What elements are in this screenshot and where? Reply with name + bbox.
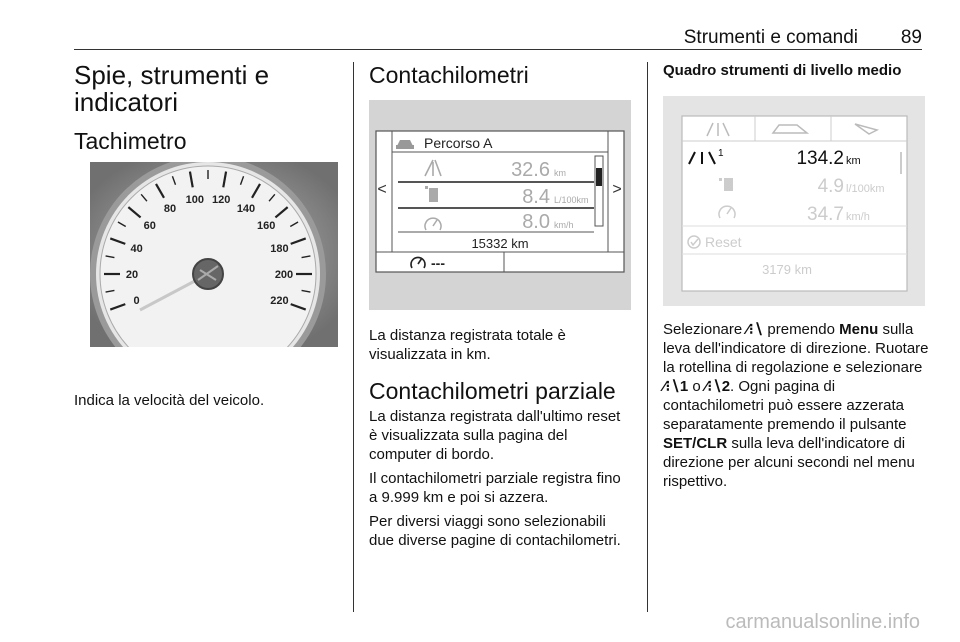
speedometer-label: 100	[185, 194, 204, 207]
column-1	[74, 62, 339, 155]
speedometer-caption: Indica la velocità del veicolo.	[74, 392, 265, 409]
row-value: 8.0	[522, 211, 550, 233]
speedometer-label: 80	[163, 203, 177, 216]
svg-text:<: <	[377, 181, 387, 198]
watermark: carmanualsonline.info	[725, 611, 920, 633]
paragraph: La distanza registrata totale è visualizzata in km.	[369, 327, 566, 363]
row-value: 34.7	[807, 204, 844, 225]
row-value: 4.9	[817, 176, 844, 197]
odometer-heading: Contachilometri	[369, 62, 529, 88]
row-value: 134.2	[796, 148, 844, 169]
speedometer-label: 200	[274, 269, 294, 281]
column-divider	[647, 62, 648, 612]
column-2	[369, 62, 631, 89]
row-unit: l/100km	[846, 183, 885, 195]
set-clr-label: SET/CLR	[663, 435, 728, 452]
speedometer-label: 220	[270, 294, 289, 307]
speedometer-figure	[90, 162, 338, 347]
row-unit: km	[846, 155, 861, 167]
trip-title: Percorso A	[424, 135, 493, 151]
speedometer-label: 60	[143, 220, 156, 233]
menu-label: Menu	[839, 321, 879, 338]
column-divider	[353, 62, 354, 612]
odometer-value: 3179 km	[762, 262, 812, 277]
column-3-text	[663, 320, 929, 491]
mid-level-heading: Quadro strumenti di livello medio	[663, 62, 902, 79]
header-title: Strumenti e comandi	[683, 27, 858, 48]
speedometer-label: 120	[212, 194, 231, 207]
paragraph: Il contachilometri parziale registra fino a 9.999 km e poi si azzera.	[369, 470, 621, 506]
page-number: 89	[900, 27, 922, 48]
trip-odometer-heading: Contachilometri parziale	[369, 378, 616, 404]
speedometer-label: 0	[133, 294, 140, 307]
row-unit: L/100km	[554, 195, 589, 205]
trip-symbol-icon: ⁄⁝∖	[704, 378, 722, 395]
row-value: 32.6	[511, 159, 550, 181]
speedometer-label: 160	[257, 220, 276, 233]
reset-label: Reset	[705, 234, 742, 250]
odometer-display-figure	[369, 100, 631, 310]
row-unit: km	[554, 168, 566, 178]
paragraph: Per diversi viaggi sono selezionabili due diverse pagine di contachilometri.	[369, 513, 621, 549]
speedometer-label: 140	[236, 203, 256, 216]
column-3	[663, 62, 925, 79]
section-heading: Spie, strumenti e indicatori	[74, 60, 270, 117]
speedometer-label: 180	[270, 243, 289, 256]
speedometer-label: 20	[125, 269, 139, 281]
instruction-paragraph: Selezionare ⁄⁝∖ premendo Menu sulla leva dell'indicatore di direzione. Ruotare la rotellina di regolazione e selezionare ⁄⁝∖1 o ⁄⁝∖2. Ogni pagina di contachilometri può essere azzerata separatamente premendo il pulsante SET/CLR sulla leva dell'indicatore di direzione per alcuni secondi nel menu rispettivo.	[663, 321, 929, 490]
trip-symbol-icon: ⁄⁝∖	[746, 321, 764, 338]
column-2-text	[369, 326, 631, 550]
odometer-value: 15332 km	[471, 236, 529, 251]
page-header	[74, 27, 922, 50]
row-unit: km/h	[554, 220, 574, 230]
mid-level-display-figure	[663, 96, 925, 306]
svg-text:1: 1	[718, 148, 724, 159]
bottom-value: ---	[431, 255, 445, 271]
speedometer-label: 40	[130, 243, 143, 256]
svg-text:>: >	[612, 181, 622, 198]
trip-symbol-icon: ⁄⁝∖	[663, 378, 680, 395]
section-subheading: Tachimetro	[74, 128, 187, 154]
row-unit: km/h	[846, 211, 870, 223]
paragraph: La distanza registrata dall'ultimo reset è visualizzata sulla pagina del computer di bordo.	[369, 408, 621, 463]
row-value: 8.4	[522, 186, 550, 208]
